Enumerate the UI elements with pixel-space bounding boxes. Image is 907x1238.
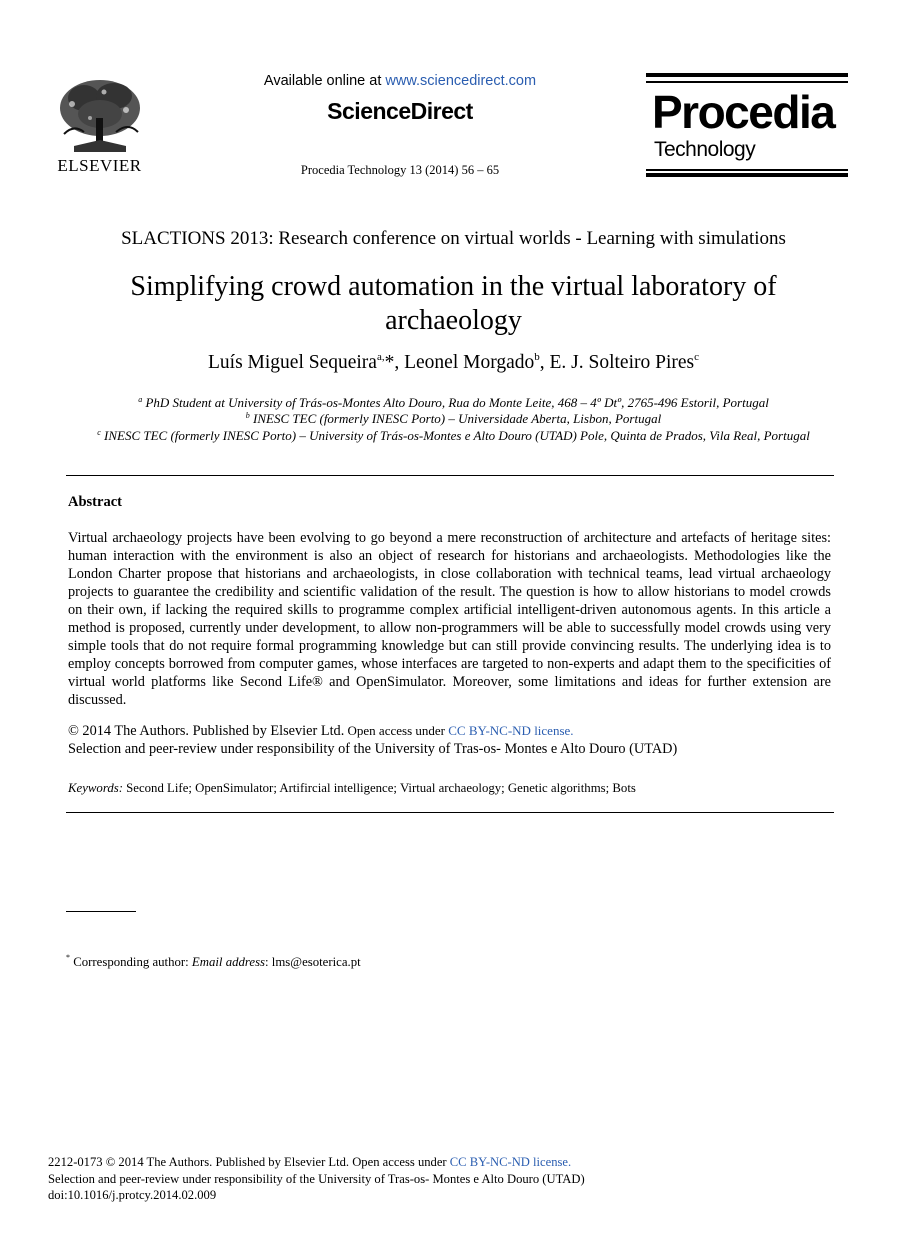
- author-name: Leonel Morgado: [404, 352, 535, 373]
- footer-license-link[interactable]: CC BY-NC-ND license.: [449, 1155, 572, 1169]
- copyright-block: [68, 722, 831, 758]
- keywords-label: Keywords:: [68, 781, 123, 795]
- procedia-top-rule-thin: [646, 81, 848, 83]
- footnote-mark: *: [66, 953, 70, 962]
- procedia-subtitle: Technology: [654, 138, 756, 161]
- open-access-text: Open access under: [344, 723, 449, 738]
- keywords-list: Second Life; OpenSimulator; Artifircial intelligence; Virtual archaeology; Genetic algorithms; Bots: [122, 781, 636, 795]
- peer-review-line: Selection and peer-review under responsibility of the University of Tras-os- Montes e Alto Douro (UTAD): [68, 741, 678, 757]
- procedia-bottom-rule-thin: [646, 169, 848, 171]
- available-prefix: Available online at: [263, 73, 386, 89]
- affiliation-mark: a: [138, 395, 143, 404]
- footnote-prefix: Corresponding author:: [70, 955, 192, 969]
- affiliation: [40, 411, 867, 427]
- sciencedirect-link[interactable]: www.sciencedirect.com: [385, 73, 537, 89]
- issn-text: 2212-0173 © 2014 The Authors. Published by Elsevier Ltd. Open access under: [48, 1155, 450, 1169]
- available-online-line: [200, 73, 600, 89]
- corresponding-author-footnote: [66, 955, 361, 970]
- author-separator: ,: [539, 352, 550, 373]
- author-affiliation-mark: a,: [376, 351, 385, 363]
- section-divider: [66, 812, 834, 813]
- page-footer: [48, 1154, 848, 1204]
- email-label: Email address: [191, 955, 266, 969]
- elsevier-wordmark: ELSEVIER: [57, 156, 142, 175]
- author-email[interactable]: lms@esoterica.pt: [271, 955, 361, 969]
- abstract-heading: Abstract: [68, 494, 122, 510]
- paper-title: [100, 270, 807, 338]
- sciencedirect-brand: ScienceDirect: [327, 98, 473, 124]
- footnote-colon: :: [265, 955, 272, 969]
- affiliation-text: INESC TEC (formerly INESC Porto) – Universidade Aberta, Lisbon, Portugal: [253, 411, 662, 426]
- paper-title-line-2: archaeology: [385, 305, 522, 336]
- affiliation-mark: b: [245, 411, 250, 420]
- conference-name: SLACTIONS 2013: Research conference on virtual worlds - Learning with simulations: [121, 228, 786, 249]
- section-divider: [66, 475, 834, 476]
- author-separator: ,: [394, 352, 405, 373]
- copyright-line: [68, 722, 831, 740]
- journal-reference: Procedia Technology 13 (2014) 56 – 65: [300, 163, 500, 177]
- affiliation-mark: c: [97, 428, 101, 437]
- license-link[interactable]: CC BY-NC-ND license.: [448, 723, 574, 738]
- footer-peer-review: Selection and peer-review under responsibility of the University of Tras-os- Montes e Alto Douro (UTAD): [48, 1171, 585, 1186]
- author-name: Luís Miguel Sequeira: [207, 352, 377, 373]
- corresponding-mark: *: [384, 352, 395, 373]
- footnote-rule: [66, 911, 136, 912]
- author-affiliation-mark: c: [694, 351, 700, 363]
- keywords: [68, 781, 831, 796]
- affiliation: [40, 428, 867, 444]
- abstract-body: Virtual archaeology projects have been evolving to go beyond a mere reconstruction of architecture and artefacts of heritage sites: human interaction with the environment is also an object of research for historians and archaeologists. Methodologies like the London Charter propose that historians and archaeologists, in close collaboration with technical teams, lead virtual archaeology projects to guarantee the credibility and scientific validation of the result. The question is how to allow historians to model crowds on their own, if lacking the required skills to programme complex artificial intelligent-driven autonomous agents. In this article a method is proposed, currently under development, to allow non-programmers will be able to successfully model crowds using very simple tools that do not require formal programming knowledge but can still provide convincing results. The underlying idea is to employ concepts borrowed from computer games, whose interfaces are targeted to non-experts and adapt them to the specificities of virtual world platforms like Second Life® and OpenSimulator. Moreover, some limitations and ideas for further extension are discussed.: [68, 530, 831, 708]
- affiliation-text: INESC TEC (formerly INESC Porto) – University of Trás-os-Montes e Alto Douro (UTAD) Pole, Quinta de Prados, Vila Real, Portugal: [104, 428, 810, 443]
- procedia-bottom-rule-thick: [646, 173, 848, 177]
- procedia-wordmark: Procedia: [652, 86, 835, 138]
- affiliation-text: PhD Student at University of Trás-os-Montes Alto Douro, Rua do Monte Leite, 468 – 4º Dtº, 2765-496 Estoril, Portugal: [145, 395, 769, 410]
- doi[interactable]: doi:10.1016/j.protcy.2014.02.009: [48, 1188, 217, 1202]
- procedia-top-rule-thick: [646, 73, 848, 77]
- affiliation: [40, 395, 867, 411]
- elsevier-logo: [52, 74, 147, 180]
- author-name: E. J. Solteiro Pires: [549, 352, 695, 373]
- procedia-logo: [646, 73, 848, 177]
- paper-title-line-1: Simplifying crowd automation in the virtual laboratory of: [130, 271, 777, 302]
- author-list: [0, 352, 907, 374]
- elsevier-tree-icon: [54, 74, 146, 158]
- author-affiliation-mark: b: [534, 351, 540, 363]
- copyright-text: © 2014 The Authors. Published by Elsevier Ltd.: [68, 723, 345, 739]
- issn-line: [48, 1154, 848, 1171]
